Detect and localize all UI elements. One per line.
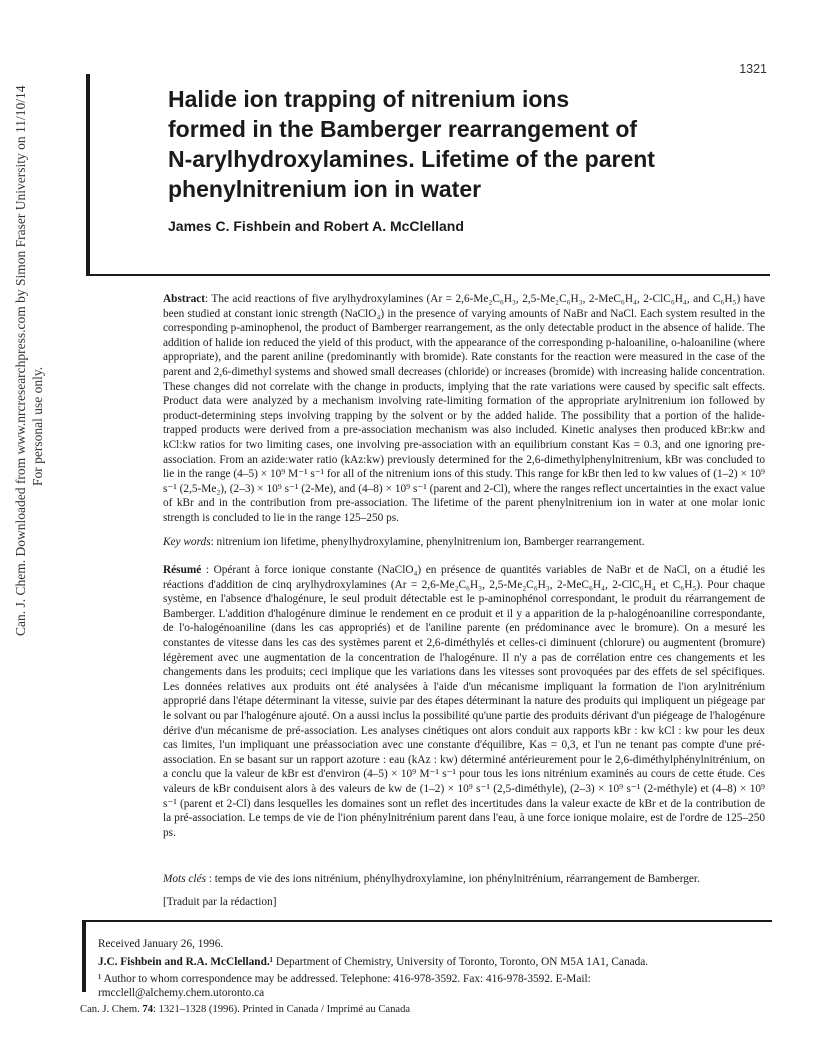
abstract-text: : The acid reactions of five arylhydroxylamines (Ar = 2,6-Me₂C₆H₃, 2,5-Me₂C₆H₃, 2-MeC₆H₄, 2-ClC₆H₄, and C₆H₅) have been studied at constant ionic strength (NaClO₄) in the presence of varying amounts of NaBr and NaCl. Each system resulted in the corresponding p-aminophenol, the product of Bamberger rearrangement, as the only detectable product in the absence of halide. The addition of halide ion reduced the yield of this product, with the appearance of the corresponding p-haloaniline, o-haloaniline (where appropriate), and the parent aniline (predominantly with bromide). Rate constants for the reaction were measured in the case of the parent and 2,6-dimethyl systems and showed small decreases (chloride) or increases (bromide) with increasing halide concentration. These changes did not correlate with the change in products, implying that the rate variations were caused by specific salt effects. Product data were analyzed by a mechanism involving rate-limiting formation of the appropriate arylnitrenium ion followed by product-determining steps involving trapping by the solvent or by the added halide. The possibility that a portion of the halide-trapped products were derived from a pre-association mechanism was also included. Kinetic analyses then produced kBr:kw and kCl:kw ratios for two limiting cases, one involving pre-association with an equilibrium constant Kas = 0.3, and one ignoring pre-association. From an azide:water ratio (kAz:kw) previously determined for the 2,6-dimethylphenylnitrenium, kBr was concluded to lie in the range (4–5) × 10⁹ M⁻¹ s⁻¹ for all of the nitrenium ions of this study. This range for kBr then led to kw values of (1–2) × 10⁹ s⁻¹ (2,5-Me₂), (2–3) × 10⁹ s⁻¹ (2-Me), and (4–8) × 10⁹ s⁻¹ (parent and 2-Cl), where the ranges reflect uncertainties in the exact value of kBr and in the contribution from pre-association. The lifetime of the parent phenylnitrenium ion in water at one molar ionic strength is concluded to lie in the range 125–250 ps. [163, 293, 765, 524]
affiliation [98, 955, 648, 969]
citation-volume: 74 [142, 1004, 153, 1015]
mots-cles-text: : temps de vie des ions nitrénium, phénylhydroxylamine, ion phénylnitrénium, réarrangement de Bamberger. [205, 873, 700, 885]
correspondence-note: ¹ Author to whom correspondence may be addressed. Telephone: 416-978-3592. Fax: 416-978-3592. E-Mail: rmcclell@alchemy.chem.utoronto.ca [98, 973, 591, 999]
translation-note: [Traduit par la rédaction] [163, 896, 277, 908]
title-line-1: Halide ion trapping of nitrenium ions [168, 86, 570, 112]
page-number: 1321 [739, 62, 767, 76]
title-line-4: phenylnitrenium ion in water [168, 176, 482, 202]
mots-cles-label: Mots clés [163, 873, 206, 885]
abstract-label: Abstract [163, 293, 206, 305]
abstract [163, 292, 765, 526]
title-line-3: N-arylhydroxylamines. Lifetime of the parent [168, 146, 655, 172]
keywords-text: : nitrenium ion lifetime, phenylhydroxylamine, phenylnitrenium ion, Bamberger rearrangement. [210, 536, 645, 548]
keywords-label: Key words [163, 536, 211, 548]
affiliation-names: J.C. Fishbein and R.A. McClelland.¹ [98, 956, 274, 968]
download-stamp-line-1: Can. J. Chem. Downloaded from www.nrcresearchpress.com by Simon Fraser University on 11/10/14 [13, 85, 28, 636]
title-line-2: formed in the Bamberger rearrangement of [168, 116, 638, 142]
title-block [86, 74, 770, 276]
citation-journal: Can. J. Chem. [80, 1004, 140, 1015]
article-title [168, 84, 768, 204]
download-stamp [2, 85, 48, 640]
authors: James C. Fishbein and Robert A. McClelland [168, 218, 464, 234]
footnote-block [82, 920, 772, 999]
resume [163, 563, 765, 840]
keywords [163, 535, 765, 550]
affiliation-text: Department of Chemistry, University of Toronto, Toronto, ON M5A 1A1, Canada. [273, 956, 649, 968]
mots-cles [163, 872, 765, 887]
resume-text: : Opérant à force ionique constante (NaClO₄) en présence de quantités variables de NaBr et de NaCl, on a étudié les réactions d'addition de cinq arylhydroxylamines (Ar = 2,6-Me₂C₆H₃, 2,5-Me₂C₆H₃, 2-MeC₆H₄, 2-ClC₆H₄ et C₆H₅). Pour chaque système, en l'absence d'halogénure, le seul produit détectable est le p-aminophénol correspondant, le produit du réarrangement de Bamberger. L'addition d'halogénure diminue le rendement en ce produit et il y a apparition de la p-halogénoaniline correspondante, de l'o-halogénoaniline (dans les cas appropriés) et de l'aniline parente (en prédominance avec le bromure). On a mesuré les constantes de vitesse dans les cas des systèmes parent et 2,6-diméthylés et celles-ci diminuent (chlorure) ou augmentent (bromure) légèrement avec une augmentation de la concentration de l'halogénure. Il n'y a pas de corrélation entre ces changements et les changements dans les produits; ceci implique que les variations dans les vitesses sont provoquées par des effets de sel spécifiques. Les données relatives aux produits ont été analysées à l'aide d'un mécanisme impliquant la formation de l'ion arylnitrénium approprié dans l'étape déterminant la vitesse, suivie par des étapes déterminant la nature des produits qui impliquent un piégeage par le solvant ou par l'halogénure ajouté. On a aussi inclus la possibilité qu'une partie des produits dérivant d'un piégeage de l'halogénure dérive d'un mécanisme de pré-association. Les analyses cinétiques ont alors conduit aux rapports kBr : kw kCl : kw pour les deux cas limites, l'un impliquant une préassociation avec une constante d'équilibre, Kas = 0,3, et l'un ne tenant pas compte d'une pré-association. En se basant sur un rapport azoture : eau (kAz : kw) déterminé antérieurement pour le 2,6-diméthylphénylnitrénium, on a conclu que la valeur de kBr est d'environ (4–5) × 10⁹ M⁻¹ s⁻¹ pour tous les ions nitrénium examinés au cours de cette étude. Ces valeurs de kBr conduisent alors à des valeurs de kw de (1–2) × 10⁹ s⁻¹ (2,5-diméthyle), (2–3) × 10⁹ s⁻¹ (2-méthyle) et (4–8) × 10⁹ s⁻¹ (parent et 2-Cl) dans lesquelles les domaines sont un reflet des incertitudes dans la valeur exacte de kBr et de la contribution de la pré-association. Le temps de vie de l'ion phénylnitrénium parent dans l'eau, à une force ionique molaire, est de l'ordre de 125–250 ps. [163, 564, 765, 839]
resume-label: Résumé [163, 564, 202, 576]
citation-rest: : 1321–1328 (1996). Printed in Canada / Imprimé au Canada [153, 1004, 411, 1015]
citation-footer [80, 1004, 410, 1015]
download-stamp-line-2: For personal use only. [30, 366, 45, 486]
received-date: Received January 26, 1996. [98, 938, 224, 950]
